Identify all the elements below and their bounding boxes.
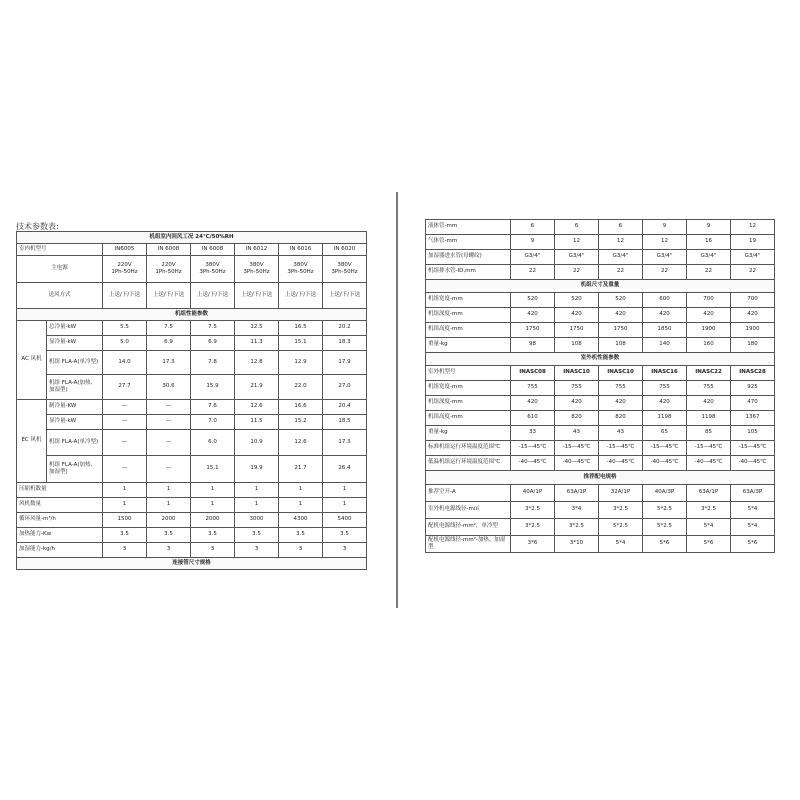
value-cell: -15—45℃ [687,441,731,456]
value-cell: 17.9 [323,351,367,375]
value-cell: 20.4 [323,400,367,415]
value-cell: 9 [687,220,731,235]
row-label: 机组 FLA-A(单冷型) [47,351,103,375]
value-cell: 420 [687,308,731,323]
table-row [426,366,775,381]
value-cell: G3/4" [643,250,687,265]
row-label: 显冷量-kW [47,415,103,430]
value-cell: 1850 [643,323,687,338]
pipe-title: 连接管尺寸规格 [17,558,367,570]
power-cell: 220V 1Ph-50Hz [147,256,191,283]
value-cell: 40A/3P [643,485,687,502]
power-label: 主电源 [17,256,103,283]
row-label: 机组 FLA-A(加热、加湿型) [47,456,103,483]
value-cell: -40—45℃ [731,456,775,471]
dimension-title: 机组尺寸及重量 [426,280,775,293]
value-cell: 43 [599,426,643,441]
row-label: 循环风量-m³/h [17,513,103,528]
value-cell: 22 [687,265,731,280]
value-cell: 755 [643,381,687,396]
value-cell: 6 [555,220,599,235]
outdoor-title: 室外机性能参数 [426,353,775,366]
model-label: 室内机型号 [17,244,103,256]
value-cell: 755 [687,381,731,396]
value-cell: 7.8 [191,351,235,375]
row-label: 加湿器进水管(母螺纹) [426,250,511,265]
column-divider [396,192,398,608]
value-cell: -40—45℃ [511,456,555,471]
value-cell: 140 [643,338,687,353]
value-cell: 22 [643,265,687,280]
table-row [17,351,367,375]
value-cell: 108 [599,338,643,353]
row-label: 重量-kg [426,338,511,353]
table-row [17,558,367,570]
value-cell: 520 [511,293,555,308]
supply-cell: 上送/下/下送 [191,283,235,309]
value-cell: 2000 [147,513,191,528]
table-row [426,485,775,502]
value-cell: 420 [555,308,599,323]
supply-cell: 上送/下/下送 [279,283,323,309]
value-cell: 5.5 [103,321,147,336]
value-cell: -15—45℃ [511,441,555,456]
value-cell: 3*2.5 [511,502,555,519]
row-label: 重量-kg [426,426,511,441]
value-cell: 1750 [555,323,599,338]
value-cell: 12.6 [279,430,323,456]
value-cell: — [147,430,191,456]
value-cell: 3 [279,543,323,558]
table-row [426,308,775,323]
value-cell: 12 [643,235,687,250]
value-cell: 1 [235,483,279,498]
supply-label: 送风方式 [17,283,103,309]
value-cell: 1 [323,498,367,513]
value-cell: 17.3 [323,430,367,456]
value-cell: 12.8 [235,351,279,375]
condition-title: 机组室内回风工况 24℃/50%RH [17,232,367,244]
value-cell: 3*6 [511,536,555,553]
value-cell: — [103,400,147,415]
table-row [426,280,775,293]
value-cell: 7.5 [191,321,235,336]
row-label: 机组高度-mm [426,411,511,426]
value-cell: 3 [191,543,235,558]
value-cell: 63A/3P [731,485,775,502]
value-cell: 1 [279,498,323,513]
supply-cell: 上送/下/下送 [103,283,147,309]
table-row [426,441,775,456]
wiring-title: 推荐配电规格 [426,471,775,485]
table-row [17,513,367,528]
value-cell: 160 [687,338,731,353]
table-row [17,543,367,558]
value-cell: 5*4 [599,536,643,553]
value-cell: 1 [191,483,235,498]
value-cell: G3/4" [687,250,731,265]
power-cell: 380V 3Ph-50Hz [279,256,323,283]
table-row [17,415,367,430]
row-label: 机组宽度-mm [426,381,511,396]
value-cell: 22 [731,265,775,280]
value-cell: 3*4 [555,502,599,519]
value-cell: 3 [103,543,147,558]
value-cell: 16.5 [279,321,323,336]
value-cell: 16.6 [279,400,323,415]
value-cell: 420 [511,396,555,411]
table-row [426,338,775,353]
outdoor-spec-table [425,219,775,553]
power-cell: 220V 1Ph-50Hz [103,256,147,283]
table-row [426,293,775,308]
value-cell: 1 [235,498,279,513]
table-row [17,456,367,483]
value-cell: 18.5 [323,415,367,430]
value-cell: 4300 [279,513,323,528]
table-row [426,235,775,250]
table-row [426,502,775,519]
value-cell: 43 [555,426,599,441]
outdoor-model-cell: INASC28 [731,366,775,381]
value-cell: 12 [731,220,775,235]
value-cell: 7.0 [191,415,235,430]
value-cell: 3*2.5 [555,519,599,536]
model-cell: IN 6016 [279,244,323,256]
row-label: 加湿能力-kg/h [17,543,103,558]
value-cell: 26.4 [323,456,367,483]
value-cell: 3 [235,543,279,558]
value-cell: 420 [599,396,643,411]
value-cell: 755 [555,381,599,396]
indoor-spec-table [16,231,367,570]
value-cell: 5*2.5 [643,502,687,519]
value-cell: 600 [643,293,687,308]
row-label: 气体管-mm [426,235,511,250]
value-cell: 3 [147,543,191,558]
model-cell: IN 6008 [147,244,191,256]
table-row [17,498,367,513]
model-cell: IN 6020 [323,244,367,256]
value-cell: 10.9 [235,430,279,456]
value-cell: 3 [323,543,367,558]
value-cell: 30.6 [147,375,191,400]
value-cell: 5*4 [687,519,731,536]
value-cell: 21.9 [235,375,279,400]
table-row [426,519,775,536]
value-cell: G3/4" [599,250,643,265]
value-cell: 19 [731,235,775,250]
value-cell: 15.1 [279,336,323,351]
row-label: 低温机组运行环境温度范围℃ [426,456,511,471]
value-cell: 5*2.5 [643,519,687,536]
value-cell: 16 [687,235,731,250]
row-label: 风机数量 [17,498,103,513]
value-cell: 1 [147,498,191,513]
value-cell: 1367 [731,411,775,426]
value-cell: 33 [511,426,555,441]
value-cell: -15—45℃ [555,441,599,456]
table-row [17,309,367,321]
value-cell: 6 [599,220,643,235]
value-cell: 3.5 [103,528,147,543]
ec-group-label: EC 风机 [17,400,47,483]
value-cell: 5*6 [687,536,731,553]
outdoor-model-cell: INASC08 [511,366,555,381]
value-cell: 9 [511,235,555,250]
value-cell: 20.2 [323,321,367,336]
value-cell: 3*2.5 [511,519,555,536]
value-cell: 520 [555,293,599,308]
value-cell: 12.6 [235,400,279,415]
value-cell: 6.9 [191,336,235,351]
value-cell: -40—45℃ [643,456,687,471]
value-cell: 1500 [103,513,147,528]
value-cell: 925 [731,381,775,396]
value-cell: 12.9 [279,351,323,375]
row-label: 总冷量-kW [47,321,103,336]
row-label: 液体管-mm [426,220,511,235]
value-cell: 2000 [191,513,235,528]
value-cell: 15.1 [191,456,235,483]
value-cell: 6.0 [191,430,235,456]
value-cell: 11.5 [235,415,279,430]
value-cell: 420 [643,396,687,411]
value-cell: 700 [687,293,731,308]
value-cell: 470 [731,396,775,411]
table-row [17,430,367,456]
value-cell: 22 [599,265,643,280]
value-cell: 420 [643,308,687,323]
value-cell: 520 [599,293,643,308]
value-cell: 820 [599,411,643,426]
outdoor-model-cell: INASC22 [687,366,731,381]
value-cell: G3/4" [555,250,599,265]
value-cell: 11.3 [235,336,279,351]
table-row [426,426,775,441]
value-cell: 22 [511,265,555,280]
outdoor-model-cell: INASC16 [643,366,687,381]
value-cell: 3.5 [279,528,323,543]
model-cell: IN6005 [103,244,147,256]
value-cell: 610 [511,411,555,426]
table-row [17,483,367,498]
table-row [17,528,367,543]
row-label: 室外机电源线径-m㎡ [426,502,511,519]
value-cell: 3.5 [235,528,279,543]
value-cell: 85 [687,426,731,441]
value-cell: 3*10 [555,536,599,553]
value-cell: 700 [731,293,775,308]
table-row [17,232,367,244]
value-cell: — [147,415,191,430]
value-cell: 5*2.5 [599,519,643,536]
value-cell: -40—45℃ [687,456,731,471]
value-cell: 1750 [599,323,643,338]
value-cell: 3.5 [191,528,235,543]
value-cell: 15.9 [191,375,235,400]
value-cell: 12.5 [235,321,279,336]
value-cell: 108 [555,338,599,353]
value-cell: 5400 [323,513,367,528]
value-cell: 5*4 [731,519,775,536]
outdoor-model-cell: INASC10 [555,366,599,381]
table-row [426,353,775,366]
value-cell: 6.9 [147,336,191,351]
table-row [426,456,775,471]
table-row [17,283,367,309]
value-cell: 22.0 [279,375,323,400]
value-cell: — [147,456,191,483]
value-cell: 1 [279,483,323,498]
row-label: 机组深度-mm [426,308,511,323]
value-cell: 40A/1P [511,485,555,502]
table-row [17,400,367,415]
row-label: 机组高度-mm [426,323,511,338]
value-cell: 14.0 [103,351,147,375]
value-cell: 63A/1P [687,485,731,502]
value-cell: — [103,456,147,483]
value-cell: 1 [191,498,235,513]
row-label: 机组宽度-mm [426,293,511,308]
value-cell: 65 [643,426,687,441]
value-cell: 1 [323,483,367,498]
value-cell: -15—45℃ [731,441,775,456]
table-row [426,471,775,485]
value-cell: — [103,430,147,456]
value-cell: 420 [511,308,555,323]
table-row [17,321,367,336]
value-cell: 21.7 [279,456,323,483]
value-cell: 18.3 [323,336,367,351]
value-cell: 32A/1P [599,485,643,502]
value-cell: G3/4" [731,250,775,265]
value-cell: 1 [103,483,147,498]
value-cell: 1198 [687,411,731,426]
model-cell: IN 6012 [235,244,279,256]
table-row [426,265,775,280]
row-label: 配机电源线径-mm²-加热、加湿型 [426,536,511,553]
value-cell: 98 [511,338,555,353]
page-heading: 技术参数表: [16,222,59,231]
row-label: 标准机组运行环境温度范围℃ [426,441,511,456]
value-cell: 180 [731,338,775,353]
power-cell: 380V 3Ph-50Hz [191,256,235,283]
value-cell: 12 [599,235,643,250]
value-cell: -15—45℃ [599,441,643,456]
supply-cell: 上送/下/下送 [323,283,367,309]
value-cell: 1198 [643,411,687,426]
value-cell: 7.5 [147,321,191,336]
table-row [17,375,367,400]
value-cell: -15—45℃ [643,441,687,456]
value-cell: 420 [555,396,599,411]
value-cell: 3*2.5 [599,502,643,519]
value-cell: 420 [731,308,775,323]
value-cell: 6 [511,220,555,235]
table-row [426,396,775,411]
value-cell: 105 [731,426,775,441]
row-label: 压缩机数量 [17,483,103,498]
value-cell: 12 [555,235,599,250]
supply-cell: 上送/下/下送 [235,283,279,309]
table-row [17,244,367,256]
table-row [426,323,775,338]
value-cell: 7.6 [191,400,235,415]
value-cell: 27.7 [103,375,147,400]
value-cell: — [147,400,191,415]
value-cell: 1 [147,483,191,498]
outdoor-model-label: 室外机型号 [426,366,511,381]
value-cell: 22 [555,265,599,280]
row-label: 配机电源线径-mm²，单冷型 [426,519,511,536]
value-cell: — [103,415,147,430]
value-cell: 17.3 [147,351,191,375]
row-label: 推荐空开-A [426,485,511,502]
value-cell: 27.0 [323,375,367,400]
value-cell: 5*6 [731,536,775,553]
value-cell: 15.2 [279,415,323,430]
value-cell: 1 [103,498,147,513]
value-cell: 9 [643,220,687,235]
row-label: 机组深度-mm [426,396,511,411]
row-label: 制冷量-KW [47,400,103,415]
perf-title: 机组性能参数 [17,309,367,321]
power-cell: 380V 3Ph-50Hz [323,256,367,283]
row-label: 机组排水管-ID,mm [426,265,511,280]
power-cell: 380V 3Ph-50Hz [235,256,279,283]
value-cell: -40—45℃ [599,456,643,471]
value-cell: 820 [555,411,599,426]
table-row [426,250,775,265]
value-cell: 5.0 [103,336,147,351]
table-row [426,411,775,426]
value-cell: 420 [599,308,643,323]
table-row [426,220,775,235]
row-label: 显冷量-kW [47,336,103,351]
value-cell: 1900 [731,323,775,338]
value-cell: 3*2.5 [687,502,731,519]
value-cell: 5*4 [731,502,775,519]
value-cell: -40—45℃ [555,456,599,471]
value-cell: 3000 [235,513,279,528]
value-cell: 755 [599,381,643,396]
ac-group-label: AC 风机 [17,321,47,400]
row-label: 机组 FLA-A(加热、加湿型) [47,375,103,400]
value-cell: 63A/1P [555,485,599,502]
table-row [426,536,775,553]
supply-cell: 上送/下/下送 [147,283,191,309]
row-label: 机组 FLA-A(单冷型) [47,430,103,456]
outdoor-model-cell: INASC10 [599,366,643,381]
table-row [17,336,367,351]
value-cell: 1750 [511,323,555,338]
model-cell: IN 6008 [191,244,235,256]
value-cell: 755 [511,381,555,396]
value-cell: 3.5 [323,528,367,543]
value-cell: 3.5 [147,528,191,543]
table-row [17,256,367,283]
value-cell: 1900 [687,323,731,338]
row-label: 加热能力-Kw [17,528,103,543]
value-cell: 19.9 [235,456,279,483]
table-row [426,381,775,396]
value-cell: 420 [687,396,731,411]
value-cell: 5*6 [643,536,687,553]
value-cell: G3/4" [511,250,555,265]
